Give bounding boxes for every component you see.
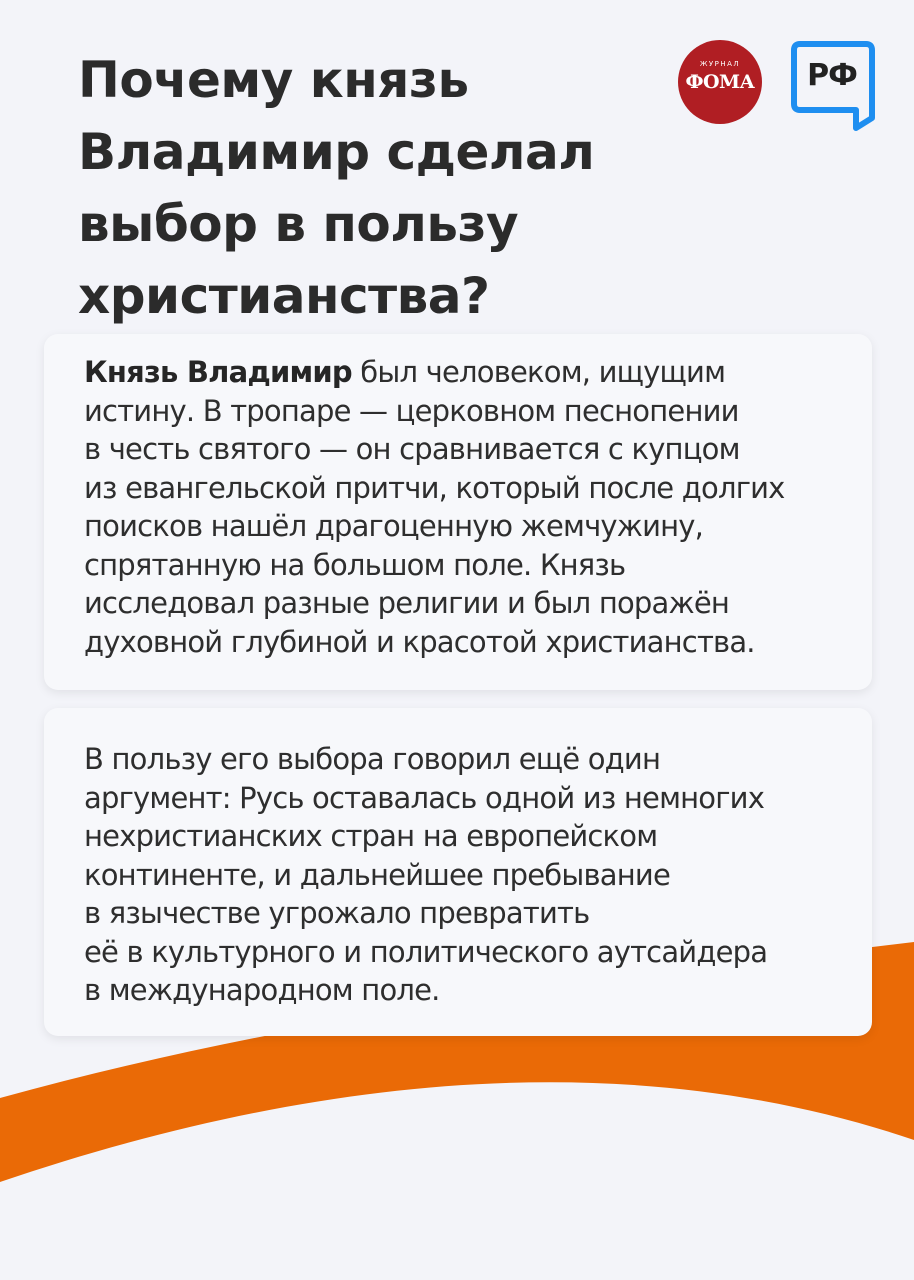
info-card-1 bbox=[44, 334, 872, 690]
foma-logo-small-text: ЖУРНАЛ bbox=[699, 60, 741, 68]
card-1-paragraph bbox=[84, 353, 832, 661]
rf-logo-text: РФ bbox=[807, 58, 857, 93]
info-card-2 bbox=[44, 708, 872, 1036]
foma-logo-name: ФОМА bbox=[685, 71, 755, 93]
card-2-paragraph: В пользу его выбора говорил ещё один аргумент: Русь оставалась одной из немногих нехристианских стран на европейском континенте, и дальнейшее пребывание в язычестве угрожало превратить её в культурного и политического аутсайдера в международном поле. bbox=[84, 742, 768, 1007]
rf-logo bbox=[790, 40, 880, 132]
card-1-lead: Князь Владимир bbox=[84, 355, 352, 389]
page-title: Почему князь Владимир сделал выбор в пользу христианства? bbox=[78, 51, 595, 325]
foma-logo bbox=[678, 40, 762, 124]
card-1-text: был человеком, ищущим истину. В тропаре — церковном песнопении в честь святого — он сравнивается с купцом из евангельской притчи, который после долгих поисков нашёл драгоценную жемчужину, спрятанную на большом поле. Князь исследовал разные религии и был поражён духовной глубиной и красотой христианства. bbox=[84, 355, 785, 659]
